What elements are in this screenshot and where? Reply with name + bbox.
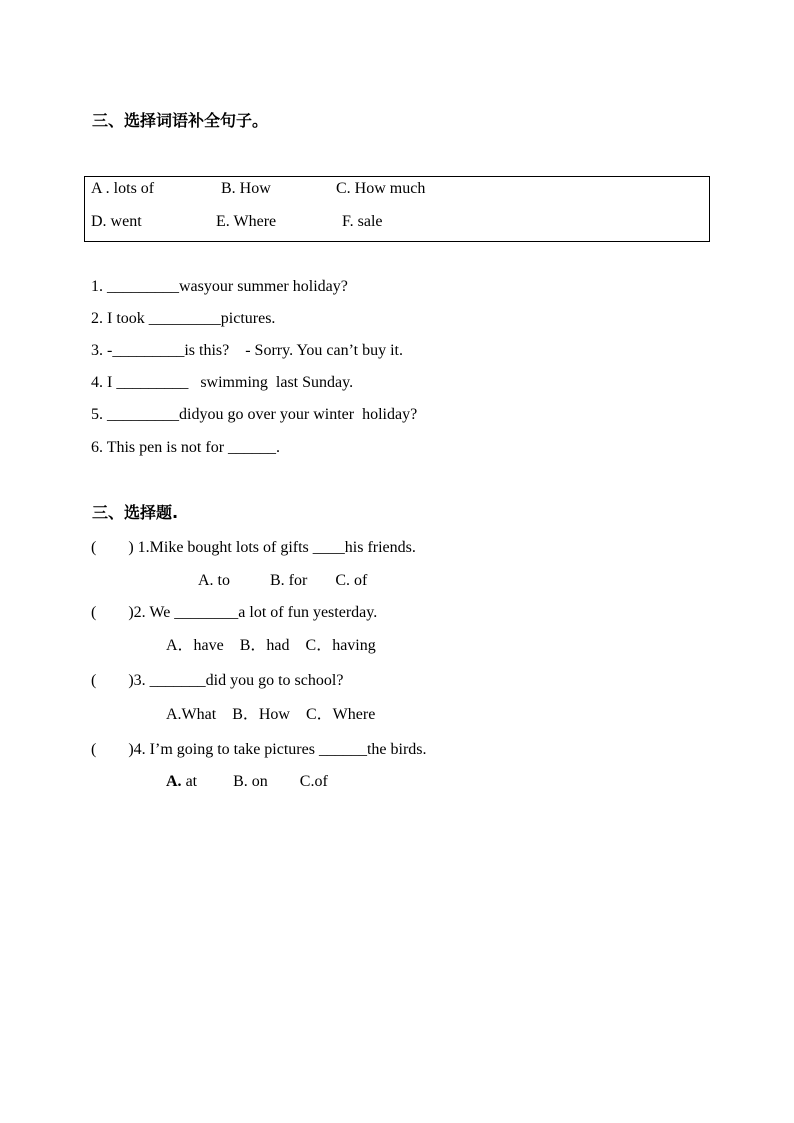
question-2-stem: ( )2. We ________a lot of fun yesterday. (91, 604, 378, 621)
question-4-choices-text: at B. on C.of (181, 773, 328, 790)
question-1-stem: ( ) 1.Mike bought lots of gifts ____his friends. (91, 539, 416, 556)
sentence-1: 1. _________wasyour summer holiday? (91, 278, 348, 295)
sentence-5: 5. _________didyou go over your winter holiday? (91, 406, 418, 423)
word-bank-box (84, 176, 710, 242)
sentence-3: 3. -_________is this? - Sorry. You can’t buy it. (91, 342, 403, 359)
question-4-stem: ( )4. I’m going to take pictures ______the birds. (91, 741, 427, 758)
section2-heading: 三、选择题. (92, 503, 179, 522)
option-d: D. went (91, 213, 142, 230)
question-3-stem: ( )3. _______did you go to school? (91, 672, 344, 689)
question-1-choices: A. to B. for C. of (198, 572, 368, 589)
question-4-choice-a-label: A. (166, 773, 182, 790)
section1-heading: 三、选择词语补全句子。 (92, 111, 269, 130)
sentence-2: 2. I took _________pictures. (91, 310, 276, 327)
sentence-6: 6. This pen is not for ______. (91, 439, 281, 456)
sentence-4: 4. I _________ swimming last Sunday. (91, 374, 354, 391)
option-f: F. sale (342, 213, 383, 230)
option-a: A . lots of (91, 180, 155, 197)
option-b: B. How (221, 180, 271, 197)
option-c: C. How much (336, 180, 426, 197)
question-4-choices (166, 772, 328, 792)
question-2-choices: A．have B．had C．having (166, 637, 376, 654)
question-3-choices: A.What B．How C．Where (166, 706, 376, 723)
option-e: E. Where (216, 213, 277, 230)
